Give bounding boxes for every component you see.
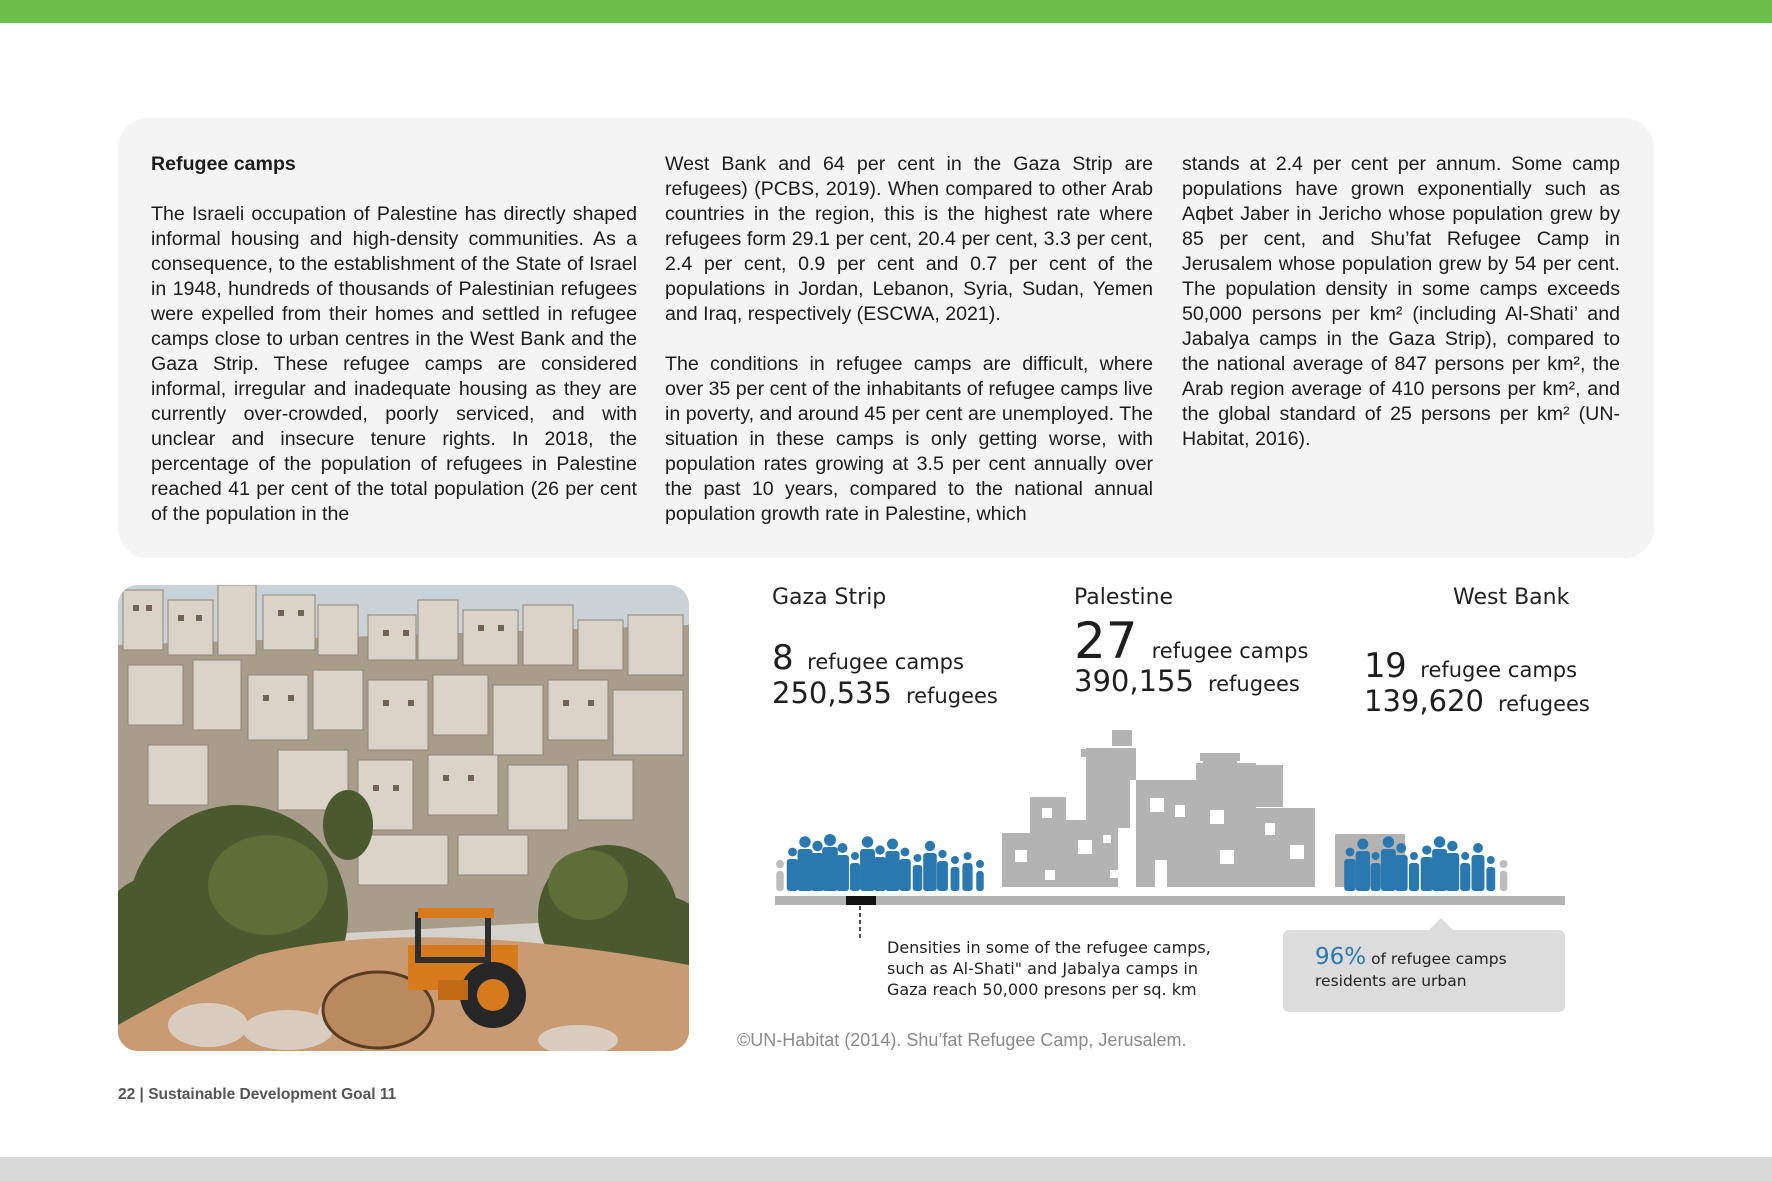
refugees-label: refugees xyxy=(1497,692,1590,716)
crowd-gaza-icon xyxy=(776,834,984,891)
urban-description: of refugee camps residents are urban xyxy=(1315,950,1507,990)
palestine-camps-count: 27 xyxy=(1074,612,1138,670)
bottom-bar xyxy=(0,1157,1772,1181)
text-panel xyxy=(118,118,1654,558)
camps-label: refugee camps xyxy=(807,650,964,674)
gaza-camps-count: 8 xyxy=(772,638,794,678)
palestine-refugees-count: 390,155 xyxy=(1074,664,1194,698)
westbank-camps-count: 19 xyxy=(1364,646,1407,686)
westbank-refugees-count: 139,620 xyxy=(1364,684,1484,718)
refugee-camp-photo xyxy=(118,585,689,1051)
crowd-and-buildings-illustration xyxy=(760,580,1580,940)
region-label-gaza: Gaza Strip xyxy=(772,585,887,610)
refugee-camps-infographic xyxy=(760,580,1590,1020)
paragraph: The Israeli occupation of Palestine has directly shaped informal housing and high-density communities. As a consequence, to the establishment of the State of Israel in 1948, hundreds of thousands of Palestinian refugees were expelled from their homes and settled in refugee camps close to urban centres in the West Bank and the Gaza Strip. These refugee camps are considered informal, irregular and inadequate housing as they are currently over-crowded, poorly serviced, and with unclear and insecure tenure rights. In 2018, the percentage of the population of refugees in Palestine reached 41 per cent of the total population (26 per cent of the population in the xyxy=(151,203,637,525)
photo-caption: ©UN-Habitat (2014). Shu’fat Refugee Camp, Jerusalem. xyxy=(737,1030,1187,1050)
ground-line xyxy=(775,896,1565,905)
text-column-3 xyxy=(1182,152,1620,477)
top-accent-bar xyxy=(0,0,1772,23)
paragraph: The conditions in refugee camps are difficult, where over 35 per cent of the inhabitants of refugee camps live in poverty, and around 45 per cent are unemployed. The situation in these camps is only getting worse, with population rates growing at 3.5 per cent annually over the past 10 years, compared to the national annual population growth rate in Palestine, which xyxy=(665,353,1153,525)
refugees-label: refugees xyxy=(1207,672,1300,696)
urban-residents-callout xyxy=(1283,930,1565,1012)
section-title: Refugee camps xyxy=(151,153,296,175)
refugees-label: refugees xyxy=(905,684,998,708)
camps-label: refugee camps xyxy=(1420,658,1578,682)
text-column-2 xyxy=(665,152,1153,552)
text-column-1 xyxy=(151,152,637,552)
density-note: Densities in some of the refugee camps, such as Al-Shati" and Jabalya camps in Gaza reach 50,000 presons per sq. km xyxy=(887,938,1211,999)
paragraph: West Bank and 64 per cent in the Gaza Strip are refugees) (PCBS, 2019). When compared to other Arab countries in the region, this is the highest rate where refugees form 29.1 per cent, 20.4 per cent, 3.3 per cent, 2.4 per cent, 0.9 per cent and 0.7 per cent of the populations in Jordan, Lebanon, Syria, Sudan, Yemen and Iraq, respectively (ESCWA, 2021). xyxy=(665,153,1153,325)
camps-label: refugee camps xyxy=(1151,639,1309,663)
paragraph: stands at 2.4 per cent per annum. Some camp populations have grown exponentially such as Aqbet Jaber in Jericho whose population grew by 85 per cent, and Shu’fat Refugee Camp in Jerusalem whose population grew by 54 per cent. The population density in some camps exceeds 50,000 persons per km² (including Al-Shati’ and Jabalya camps in the Gaza Strip), compared to the national average of 847 persons per km², the Arab region average of 410 persons per km², and the global standard of 25 persons per km² (UN-Habitat, 2016). xyxy=(1182,153,1620,450)
region-label-palestine: Palestine xyxy=(1074,585,1174,610)
callout-pointer xyxy=(1429,918,1453,930)
urban-percentage: 96% xyxy=(1315,944,1367,970)
region-label-west-bank: West Bank xyxy=(1453,585,1570,610)
gaza-refugees-count: 250,535 xyxy=(772,676,892,710)
density-marker xyxy=(846,896,876,905)
page-footer: 22 | Sustainable Development Goal 11 xyxy=(118,1086,397,1103)
